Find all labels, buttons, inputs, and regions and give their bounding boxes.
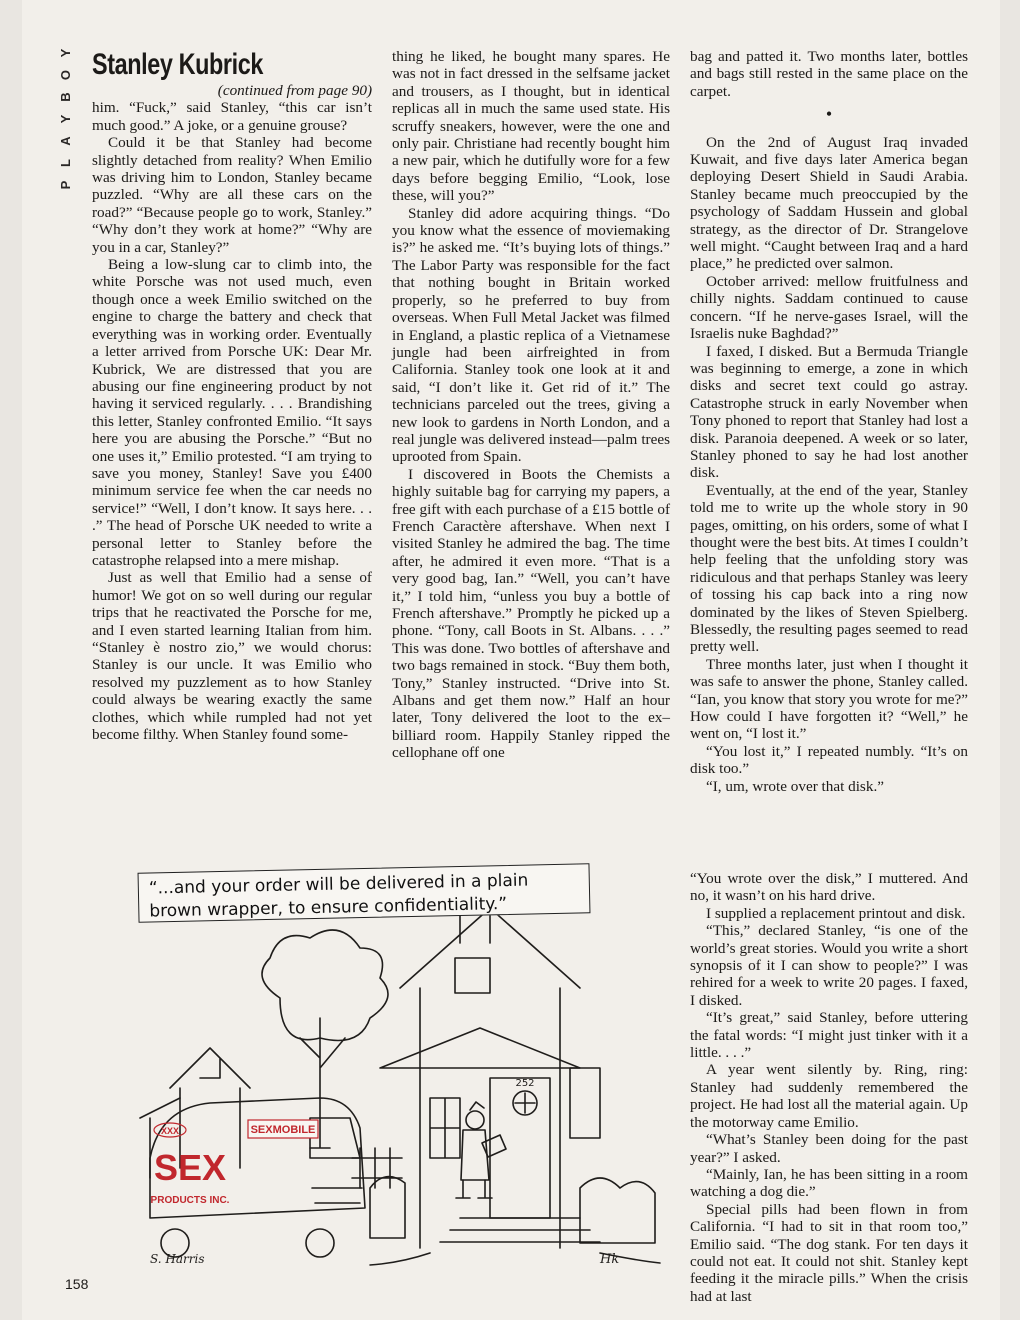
house-number: 252 — [515, 1078, 535, 1089]
paragraph: “You wrote over the disk,” I muttered. And no, it wasn’t on his hard drive. — [690, 870, 968, 905]
paragraph: Three months later, just when I thought it was safe to answer the phone, Stanley called. “Ian, you know that story you wrote for me?” How could I have forgotten it? “Well,” he went on, “I lost it.” — [690, 655, 968, 743]
paragraph: thing he liked, he bought many spares. He was not in fact dressed in the selfsame jacket and trousers, as I thought, but in identical replicas all in much the same used state. His scruffy sneakers, however, were the one and only pair. Christiane had recently bought him a new pair, which he dutifully wore for a few days before begging Emilio, “Look, lose these, will you?” — [392, 48, 670, 205]
paragraph: A year went silently by. Ring, ring: Stanley had suddenly remembered the project. He had lost all the material again. Up the motorway came Emilio. — [690, 1061, 968, 1131]
van-sign-sub: PRODUCTS INC. — [150, 1195, 230, 1206]
paragraph: “You lost it,” I repeated numbly. “It’s on disk too.” — [690, 742, 968, 778]
paragraph: Special pills had been flown in from California. “I had to sit in that room too,” Emilio said. “The dog stank. For ten days it could not eat. It could not shit. Stanley kept feeding it the miracle pills.” When the crisis had at last — [690, 1200, 968, 1305]
cartoon — [130, 858, 670, 1270]
paragraph: Could it be that Stanley had become slightly detached from reality? When Emilio was driving him to London, Stanley became puzzled. “Why are all these cars on the road?” “Because people go to work, Stanley.” “Why don’t they work at home?” “Why are you in a car, Stanley?” — [92, 134, 372, 256]
signature-right: Hk — [600, 1252, 620, 1267]
paragraph: Eventually, at the end of the year, Stanley told me to write up the whole story in 90 pages, omitting, on his orders, some of what I thought were the best bits. At times I couldn’t help feeling that the unfolding story was ridiculous and that perhaps Stanley was leery of tossing his cap back into a ring now dominated by the likes of Steven Spielberg. Blessedly, the resulting pages seemed to read pretty well. — [690, 481, 968, 656]
paragraph: I discovered in Boots the Chemists a highly suitable bag for carrying my papers, a free gift with each purchase of a £15 bottle of French Caractère aftershave. When next I visited Stanley he admired the bag. The time after, he admired it even more. “That is a very good bag, Ian.” “Well, you can’t have it,” I told him, “unless you buy a bottle of French aftershave.” Promptly he picked up a phone. “Tony, call Boots in St. Albans. . . .” This was done. Two bottles of aftershave and two bags remained in stock. “Buy them both, Tony,” Stanley instructed. “Drive into St. Albans and get them now.” Half an hour later, Tony delivered the loot to the ex–billiard room. Happily Stanley ripped the cellophane off one — [392, 465, 670, 762]
paragraph: “Mainly, Ian, he has been sitting in a room watching a dog die.” — [690, 1165, 968, 1201]
paragraph: October arrived: mellow fruitfulness and chilly nights. Saddam continued to cause concern. “If he nerve-gases Israel, will the Israelis nuke Baghdad?” — [690, 272, 968, 343]
masthead — [58, 42, 74, 196]
paragraph: “This,” declared Stanley, “is one of the world’s great stories. Would you write a short synopsis of it I can show to people?” I was rehired for a week to write 20 pages. I faxed, I disked. — [690, 922, 968, 1009]
column-2 — [392, 48, 670, 762]
paragraph: “It’s great,” said Stanley, before uttering the fatal words: “I might just tinker with it a little. . . .” — [690, 1009, 968, 1062]
paragraph: “What’s Stanley been doing for the past year?” I asked. — [690, 1131, 968, 1166]
continued-note: (continued from page 90) — [217, 82, 372, 99]
column-3 — [690, 48, 968, 795]
paragraph: him. “Fuck,” said Stanley, “this car isn’t much good.” A joke, or a genuine grouse? — [92, 99, 372, 134]
magazine-page — [22, 0, 1000, 1320]
van-sign-main: SEX — [153, 1147, 227, 1188]
signature-left: S. Harris — [150, 1252, 205, 1266]
column-1 — [92, 48, 372, 743]
paragraph: Stanley did adore acquiring things. “Do you know what the essence of moviemaking is?” he asked me. “It’s buying lots of things.” The Labor Party was responsible for the fact that nothing bought in Britain worked properly, so he preferred to buy from overseas. When Full Metal Jacket was filmed in England, a plastic replica of a Vietnamese jungle had been airfreighted in from California. Stanley took one look at it and said, “I don’t like it. Get rid of it.” The technicians parceled out the trees, giving a new look to gardens in North London, and a real jungle was delivered instead—palm trees uprooted from Spain. — [392, 204, 670, 466]
paragraph: bag and patted it. Two months later, bottles and bags still rested in the same place on the carpet. — [690, 48, 968, 100]
van-sign-top: SEXMOBILE — [250, 1124, 316, 1136]
paragraph: On the 2nd of August Iraq invaded Kuwait, and five days later America began deploying Desert Shield in Saudi Arabia. Stanley became much preoccupied by the psychology of Saddam Hussein and global strategy, as the director of Dr. Strangelove well might. “Caught between Iraq and a hard place,” he predicted over salmon. — [690, 133, 968, 273]
paragraph: Being a low-slung car to climb into, the white Porsche was not used much, even though once a week Emilio switched on the engine to charge the battery and check that everything was in working order. Eventually a letter arrived from Porsche UK: Dear Mr. Kubrick, We are distressed that you are abusing our fine engineering product by not having it serviced regularly. . . . Brandishing this letter, Stanley confronted Emilio. “It says here you are abusing the Porsche.” “But no one uses it,” Emilio protested. “I am trying to save you money, Stanley! Save you £400 minimum service fee when the car needs no service!” “Well, I don’t know. It says here. . . .” The head of Porsche UK needed to write a personal letter to Stanley before the catastrophe relapsed into a mere mishap. — [92, 256, 372, 569]
article-title: Stanley Kubrick — [92, 48, 264, 81]
page-number: 158 — [65, 1276, 89, 1292]
masthead-letters: Y O B Y A L P — [58, 48, 73, 190]
paragraph: I supplied a replacement printout and disk. — [706, 904, 966, 922]
column-3-lower — [690, 870, 968, 1305]
paragraph: “I, um, wrote over that disk.” — [706, 777, 884, 795]
paragraph: Just as well that Emilio had a sense of humor! We got on so well during our regular trips that he reactivated the Porsche for me, and I even started learning Italian from him. “Stanley è nostro zio,” we would chorus: Stanley is our uncle. It was Emilio who resolved my puzzlement as to how Stanley could always be wearing exactly the same clothes, which while rumpled had not yet become filthy. When Stanley found some- — [92, 569, 372, 744]
cartoon-caption: “...and your order will be delivered in a plain brown wrapper, to ensure confidentiality.” — [138, 863, 591, 922]
paragraph: I faxed, I disked. But a Bermuda Triangle was beginning to emerge, a zone in which disks and secret text could go astray. Catastrophe struck in early November when Tony phoned to report that Stanley had lost a disk. Paranoia deepened. A week or so later, Stanley phoned to say he had lost another disk. — [690, 342, 968, 482]
van-badge: XXX — [160, 1126, 180, 1136]
section-break-bullet: • — [825, 104, 833, 125]
